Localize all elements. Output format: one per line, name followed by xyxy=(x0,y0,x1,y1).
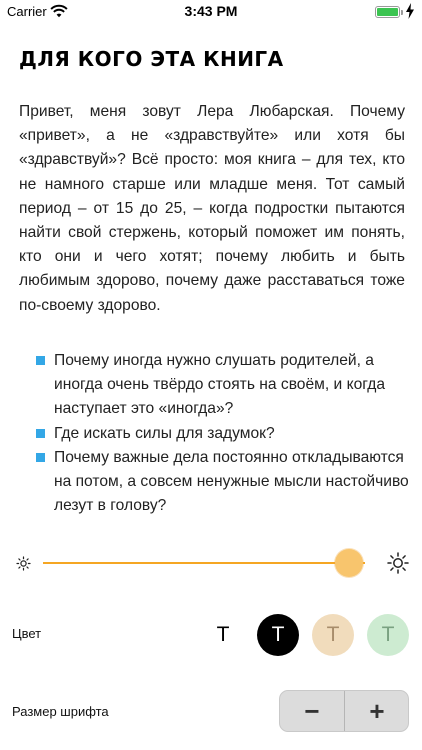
bullet-text: Почему важные дела постоянно откладываются на потом, а совсем ненужные мысли настойчиво лезут в голову? xyxy=(54,448,409,515)
bullet-marker-icon xyxy=(36,453,45,462)
color-label: Цвет xyxy=(12,626,42,641)
status-time: 3:43 PM xyxy=(184,3,238,19)
carrier-label: Carrier xyxy=(7,4,47,19)
color-option-white[interactable]: Т xyxy=(202,614,244,656)
brightness-high-icon xyxy=(387,552,409,574)
brightness-slider-track[interactable] xyxy=(43,562,365,564)
bullet-text: Где искать силы для задумок? xyxy=(54,424,275,442)
increase-font-button[interactable]: + xyxy=(369,696,385,726)
decrease-font-button[interactable]: − xyxy=(304,696,320,726)
bullet-text: Почему иногда нужно слушать родителей, а иногда очень твёрдо стоять на своём, и когда наступает это «иногда»? xyxy=(54,352,386,418)
battery-cap xyxy=(401,10,403,15)
font-size-label: Размер шрифта xyxy=(12,704,109,719)
font-size-stepper xyxy=(279,690,409,732)
bullet-item xyxy=(36,349,411,422)
intro-paragraph: Привет, меня зовут Лера Любарская. Почему «привет», а не «здравствуйте» или хотя бы «здравствуй»? Всё просто: моя книга – для тех, кто не намного старше или младше меня. Тот самый период – от 15 до 25, – когда подростки пытаются найти свой стержень, который поможет им понять, кто они и чего хотят; почему любить и быть любимым здорово, почему даже расставаться тоже по-своему здорово. xyxy=(19,103,405,314)
charging-bolt-icon xyxy=(405,3,415,19)
color-option-sepia[interactable]: Т xyxy=(312,614,354,656)
brightness-slider-thumb[interactable] xyxy=(335,549,363,577)
color-option-green[interactable]: Т xyxy=(367,614,409,656)
battery-icon xyxy=(375,6,400,18)
bullet-item xyxy=(36,446,411,519)
status-bar xyxy=(0,0,422,24)
section-title: ДЛЯ КОГО ЭТА КНИГА xyxy=(19,47,284,71)
battery-level-fill xyxy=(377,8,398,16)
bullet-marker-icon xyxy=(36,429,45,438)
brightness-low-icon xyxy=(16,556,31,571)
color-option-black[interactable]: Т xyxy=(257,614,299,656)
bullet-list xyxy=(36,349,411,518)
bullet-item xyxy=(36,422,411,446)
bullet-marker-icon xyxy=(36,356,45,365)
